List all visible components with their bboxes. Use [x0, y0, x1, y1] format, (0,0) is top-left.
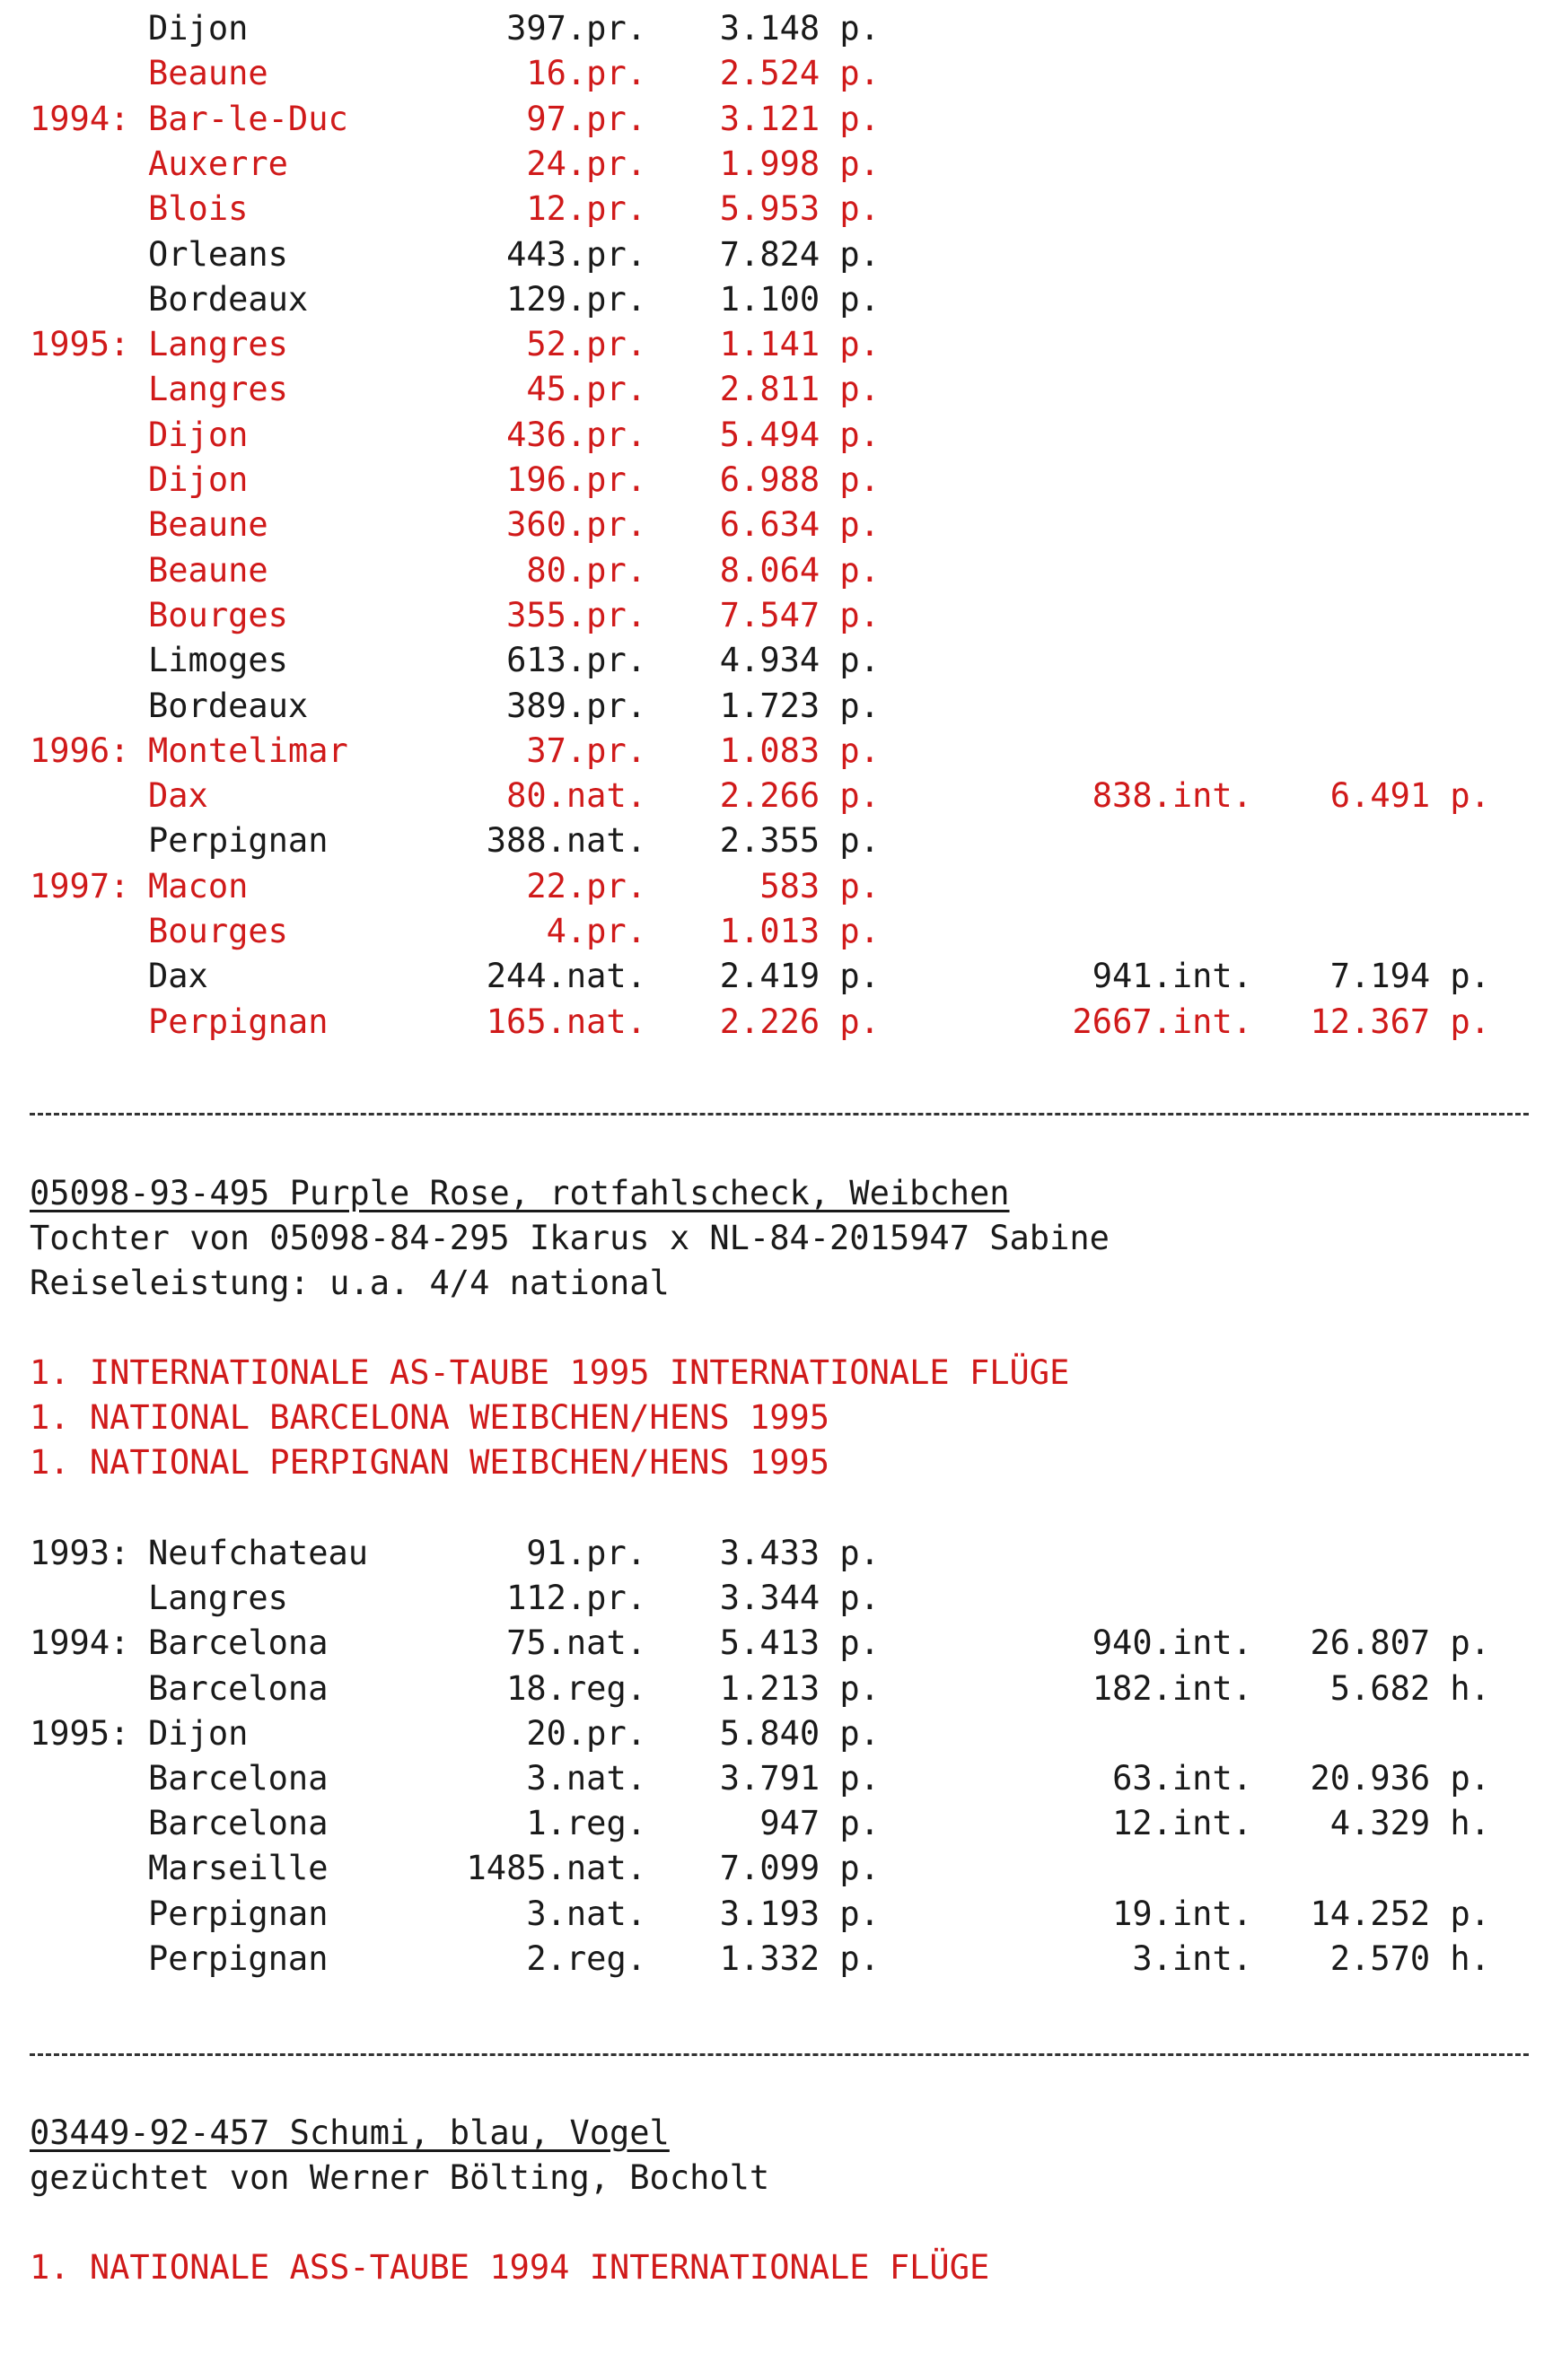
place-cell: Langres: [148, 1579, 288, 1618]
int-rank-cell: 182.int.: [1092, 1668, 1252, 1708]
prize-cell: 97.pr.: [526, 99, 646, 138]
points-cell: 3.193 p.: [719, 1894, 880, 1933]
points-cell: 583 p.: [759, 866, 880, 906]
points-cell: 1.213 p.: [719, 1668, 880, 1708]
prize-cell: 196.pr.: [506, 460, 646, 499]
result-row: [0, 458, 1544, 503]
separator-line: [30, 2053, 1529, 2056]
year-cell: 1994:: [30, 1623, 130, 1663]
place-cell: Dax: [148, 776, 208, 816]
prize-cell: 389.pr.: [506, 686, 646, 725]
prize-cell: 1485.nat.: [466, 1849, 646, 1888]
points-cell: 6.634 p.: [719, 505, 880, 545]
int-rank-cell: 12.int.: [1112, 1804, 1252, 1843]
points-cell: 7.824 p.: [719, 234, 880, 274]
result-row: [0, 1756, 1544, 1801]
award-text: 1. INTERNATIONALE AS-TAUBE 1995 INTERNATIONALE FLÜGE: [30, 1353, 1070, 1392]
result-row: [0, 818, 1544, 863]
place-cell: Macon: [148, 866, 249, 906]
prize-cell: 397.pr.: [506, 9, 646, 48]
result-row: [0, 593, 1544, 638]
prize-cell: 3.nat.: [526, 1894, 646, 1933]
points-cell: 3.433 p.: [719, 1534, 880, 1572]
result-row: [0, 6, 1544, 51]
result-row: [0, 1801, 1544, 1846]
prize-cell: 18.reg.: [506, 1668, 646, 1708]
points-cell: 5.413 p.: [719, 1623, 880, 1663]
points-cell: 1.141 p.: [719, 325, 880, 364]
result-row: [0, 1667, 1544, 1711]
bird-title: 05098-93-495 Purple Rose, rotfahlscheck, Weibchen: [30, 1174, 1010, 1212]
prize-cell: 24.pr.: [526, 144, 646, 183]
place-cell: Barcelona: [148, 1804, 329, 1843]
place-cell: Perpignan: [148, 1002, 329, 1041]
bird-performance-row: [0, 1261, 1544, 1306]
place-cell: Langres: [148, 370, 288, 409]
prize-cell: 129.pr.: [506, 279, 646, 319]
award-text: 1. NATIONALE ASS-TAUBE 1994 INTERNATIONALE FLÜGE: [30, 2248, 990, 2287]
int-points-cell: 12.367 p.: [1310, 1002, 1490, 1041]
int-points-cell: 2.570 h.: [1329, 1938, 1490, 1978]
points-cell: 1.013 p.: [719, 912, 880, 950]
award-text: 1. NATIONAL PERPIGNAN WEIBCHEN/HENS 1995: [30, 1443, 830, 1482]
result-row: [0, 1937, 1544, 1982]
int-points-cell: 4.329 h.: [1329, 1804, 1490, 1843]
points-cell: 1.998 p.: [719, 144, 880, 183]
bird-title-schumi: [0, 2111, 1544, 2156]
int-rank-cell: 940.int.: [1092, 1623, 1252, 1663]
prize-cell: 20.pr.: [526, 1713, 646, 1753]
prize-cell: 91.pr.: [526, 1534, 646, 1572]
prize-cell: 22.pr.: [526, 866, 646, 906]
place-cell: Bordeaux: [148, 279, 309, 319]
prize-cell: 12.pr.: [526, 189, 646, 229]
int-rank-cell: 3.int.: [1132, 1938, 1252, 1978]
year-cell: 1993:: [30, 1534, 130, 1572]
prize-cell: 75.nat.: [506, 1623, 646, 1663]
points-cell: 1.083 p.: [719, 731, 880, 770]
award-line: [0, 1396, 1544, 1440]
place-cell: Barcelona: [148, 1668, 329, 1708]
points-cell: 8.064 p.: [719, 550, 880, 590]
place-cell: Beaune: [148, 54, 268, 93]
year-cell: 1995:: [30, 325, 130, 364]
prize-cell: 16.pr.: [526, 54, 646, 93]
int-points-cell: 20.936 p.: [1310, 1759, 1490, 1798]
place-cell: Langres: [148, 325, 288, 364]
points-cell: 7.099 p.: [719, 1849, 880, 1888]
int-rank-cell: 19.int.: [1112, 1894, 1252, 1933]
result-row: [0, 1846, 1544, 1891]
prize-cell: 388.nat.: [486, 821, 646, 861]
place-cell: Dijon: [148, 460, 249, 499]
place-cell: Barcelona: [148, 1759, 329, 1798]
place-cell: Auxerre: [148, 144, 288, 183]
prize-cell: 2.reg.: [526, 1938, 646, 1978]
result-row: [0, 638, 1544, 683]
int-points-cell: 14.252 p.: [1310, 1894, 1490, 1933]
result-row: [0, 1892, 1544, 1937]
prize-cell: 4.pr.: [546, 912, 646, 950]
points-cell: 5.953 p.: [719, 189, 880, 229]
place-cell: Bordeaux: [148, 686, 309, 725]
int-points-cell: 5.682 h.: [1329, 1668, 1490, 1708]
year-cell: 1997:: [30, 866, 130, 906]
prize-cell: 80.pr.: [526, 550, 646, 590]
result-row: [0, 909, 1544, 954]
place-cell: Marseille: [148, 1849, 329, 1888]
points-cell: 2.266 p.: [719, 776, 880, 816]
points-cell: 5.494 p.: [719, 415, 880, 454]
place-cell: Bar-le-Duc: [148, 99, 348, 138]
result-row: [0, 503, 1544, 547]
prize-cell: 1.reg.: [526, 1804, 646, 1843]
points-cell: 5.840 p.: [719, 1713, 880, 1753]
bird-title: 03449-92-457 Schumi, blau, Vogel: [30, 2113, 670, 2152]
separator-line: [30, 1113, 1529, 1116]
result-row: [0, 774, 1544, 818]
place-cell: Dijon: [148, 1713, 249, 1753]
points-cell: 3.791 p.: [719, 1759, 880, 1798]
points-cell: 6.988 p.: [719, 460, 880, 499]
place-cell: Orleans: [148, 234, 288, 274]
points-cell: 1.100 p.: [719, 279, 880, 319]
result-row: [0, 322, 1544, 367]
place-cell: Blois: [148, 189, 249, 229]
int-rank-cell: 63.int.: [1112, 1759, 1252, 1798]
award-line: [0, 2245, 1544, 2290]
result-row: [0, 864, 1544, 909]
prize-cell: 112.pr.: [506, 1579, 646, 1618]
prize-cell: 613.pr.: [506, 641, 646, 680]
place-cell: Beaune: [148, 505, 268, 545]
result-row: [0, 51, 1544, 96]
int-points-cell: 6.491 p.: [1329, 776, 1490, 816]
bird-breeder: gezüchtet von Werner Bölting, Bocholt: [30, 2158, 770, 2197]
result-row: [0, 277, 1544, 322]
points-cell: 2.226 p.: [719, 1002, 880, 1041]
result-row: [0, 367, 1544, 412]
place-cell: Limoges: [148, 641, 288, 680]
prize-cell: 165.nat.: [486, 1002, 646, 1041]
result-row: [0, 548, 1544, 593]
points-cell: 947 p.: [759, 1804, 880, 1843]
int-rank-cell: 941.int.: [1092, 957, 1252, 996]
award-text: 1. NATIONAL BARCELONA WEIBCHEN/HENS 1995: [30, 1398, 830, 1437]
place-cell: Dijon: [148, 9, 249, 48]
result-row: [0, 1621, 1544, 1666]
prize-cell: 45.pr.: [526, 370, 646, 409]
int-rank-cell: 2667.int.: [1072, 1002, 1252, 1041]
prize-cell: 52.pr.: [526, 325, 646, 364]
year-cell: 1996:: [30, 731, 130, 770]
result-row: [0, 97, 1544, 142]
place-cell: Dijon: [148, 415, 249, 454]
points-cell: 4.934 p.: [719, 641, 880, 680]
prize-cell: 360.pr.: [506, 505, 646, 545]
int-points-cell: 7.194 p.: [1329, 957, 1490, 996]
prize-cell: 37.pr.: [526, 731, 646, 770]
place-cell: Perpignan: [148, 1894, 329, 1933]
place-cell: Montelimar: [148, 731, 348, 770]
prize-cell: 355.pr.: [506, 595, 646, 634]
result-row: [0, 142, 1544, 187]
prize-cell: 80.nat.: [506, 776, 646, 816]
place-cell: Bourges: [148, 912, 288, 950]
bird-title-purple-rose: [0, 1171, 1544, 1216]
points-cell: 2.355 p.: [719, 821, 880, 861]
result-row: [0, 1000, 1544, 1045]
place-cell: Dax: [148, 957, 208, 996]
year-cell: 1994:: [30, 99, 130, 138]
prize-cell: 3.nat.: [526, 1759, 646, 1798]
result-row: [0, 684, 1544, 729]
place-cell: Perpignan: [148, 821, 329, 861]
prize-cell: 436.pr.: [506, 415, 646, 454]
prize-cell: 443.pr.: [506, 234, 646, 274]
points-cell: 1.723 p.: [719, 686, 880, 725]
bird-breeder-row: [0, 2156, 1544, 2201]
result-row: [0, 1531, 1544, 1576]
int-rank-cell: 838.int.: [1092, 776, 1252, 816]
int-points-cell: 26.807 p.: [1310, 1623, 1490, 1663]
result-row: [0, 232, 1544, 277]
result-row: [0, 1711, 1544, 1756]
year-cell: 1995:: [30, 1713, 130, 1753]
place-cell: Barcelona: [148, 1623, 329, 1663]
points-cell: 2.811 p.: [719, 370, 880, 409]
award-line: [0, 1351, 1544, 1396]
result-row: [0, 954, 1544, 999]
place-cell: Neufchateau: [148, 1534, 369, 1572]
place-cell: Beaune: [148, 550, 268, 590]
points-cell: 1.332 p.: [719, 1938, 880, 1978]
place-cell: Bourges: [148, 595, 288, 634]
place-cell: Perpignan: [148, 1938, 329, 1978]
result-row: [0, 1576, 1544, 1621]
points-cell: 3.344 p.: [719, 1579, 880, 1618]
bird-performance: Reiseleistung: u.a. 4/4 national: [30, 1264, 670, 1302]
points-cell: 2.419 p.: [719, 957, 880, 996]
points-cell: 7.547 p.: [719, 595, 880, 634]
result-row: [0, 413, 1544, 458]
bird-parents: Tochter von 05098-84-295 Ikarus x NL-84-2015947 Sabine: [30, 1219, 1110, 1257]
award-line: [0, 1440, 1544, 1485]
points-cell: 3.121 p.: [719, 99, 880, 138]
result-row: [0, 187, 1544, 232]
points-cell: 3.148 p.: [719, 9, 880, 48]
result-row: [0, 729, 1544, 774]
points-cell: 2.524 p.: [719, 54, 880, 93]
bird-parents-row: [0, 1216, 1544, 1261]
prize-cell: 244.nat.: [486, 957, 646, 996]
